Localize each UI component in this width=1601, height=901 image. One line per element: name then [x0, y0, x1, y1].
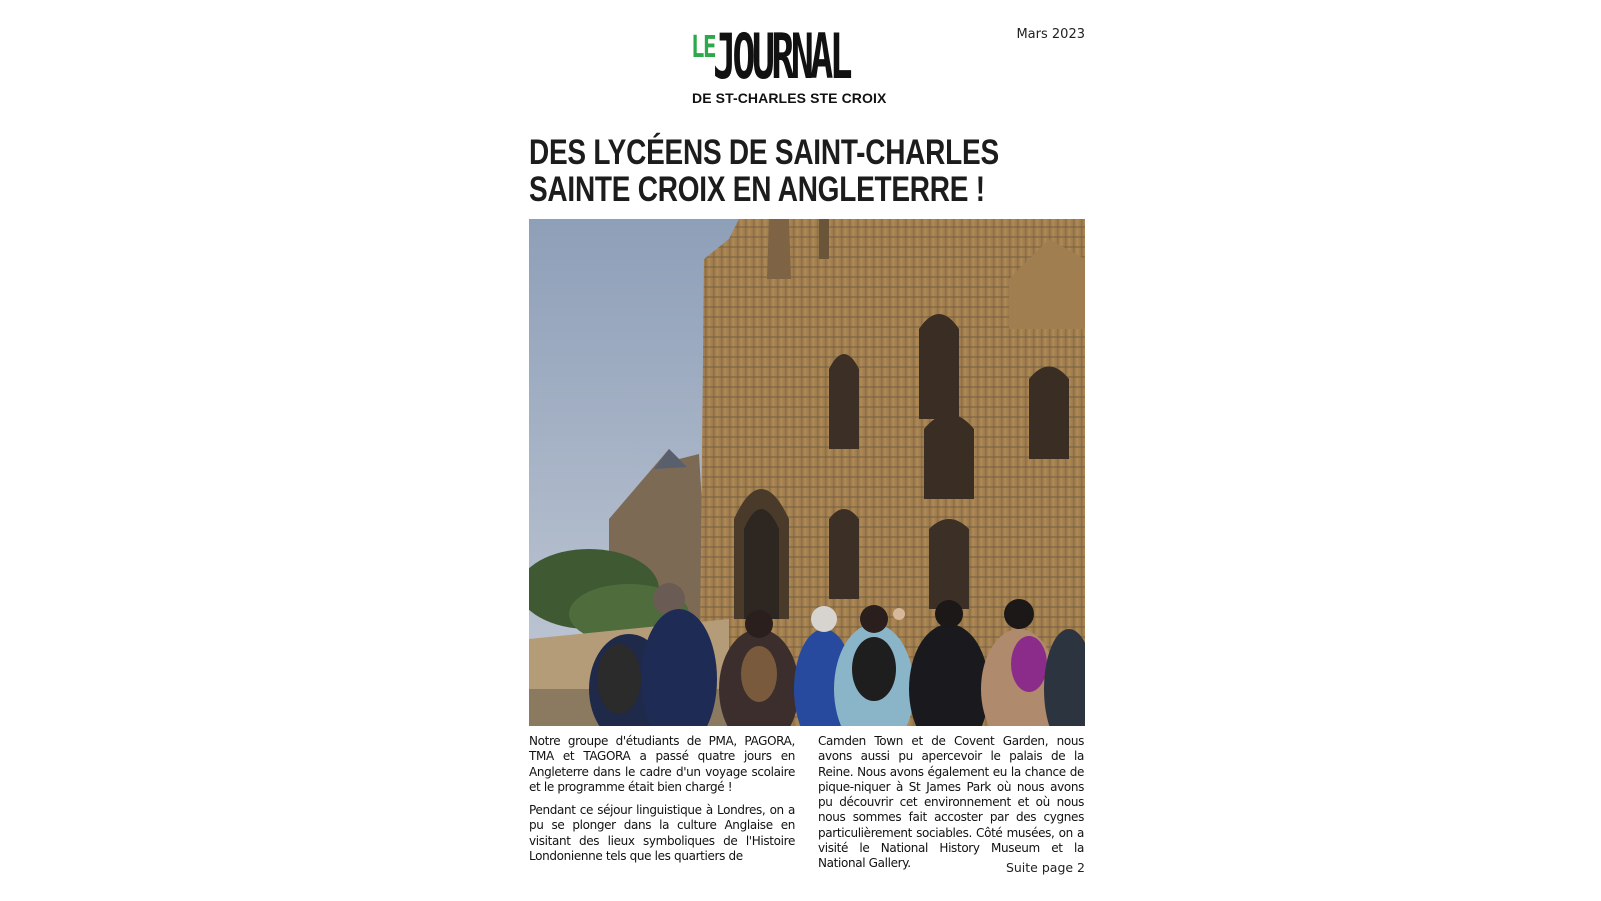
museum-photo-illustration — [529, 219, 1085, 726]
continued-link[interactable]: Suite page 2 — [1005, 860, 1085, 875]
logo-le: LE — [691, 30, 716, 65]
article-column-left — [529, 734, 795, 872]
logo-subtitle: DE ST-CHARLES STE CROIX — [692, 90, 887, 106]
article-headline: DES LYCÉENS DE SAINT-CHARLES SAINTE CROIX EN ANGLETERRE ! — [529, 133, 999, 209]
journal-logo — [689, 20, 929, 110]
issue-date: Mars 2023 — [1016, 27, 1085, 42]
article-column-right — [818, 734, 1084, 880]
newspaper-page — [529, 0, 1085, 901]
article-photo — [529, 219, 1085, 726]
paragraph: Notre groupe d'étudiants de PMA, PAGORA, TMA et TAGORA a passé quatre jours en Angleterre dans le cadre d'un voyage scolaire et le programme était bien chargé ! — [529, 734, 795, 794]
paragraph: Camden Town et de Covent Garden, nous avons aussi pu apercevoir le palais de la Reine. Nous avons également eu la chance de pique-niquer à St James Park où nous avons pu découvrir cet environnement et où nous nous sommes fait accoster par des cygnes particulièrement sociables. Côté musées, on a visité le National History Museum et la National Gallery. — [818, 734, 1084, 871]
paragraph: Pendant ce séjour linguistique à Londres, on a pu se plonger dans la culture Anglaise en visitant des lieux symboliques de l'Histoire Londonienne tels que les quartiers de — [529, 803, 795, 864]
logo-journal: JOURNAL — [713, 20, 849, 93]
